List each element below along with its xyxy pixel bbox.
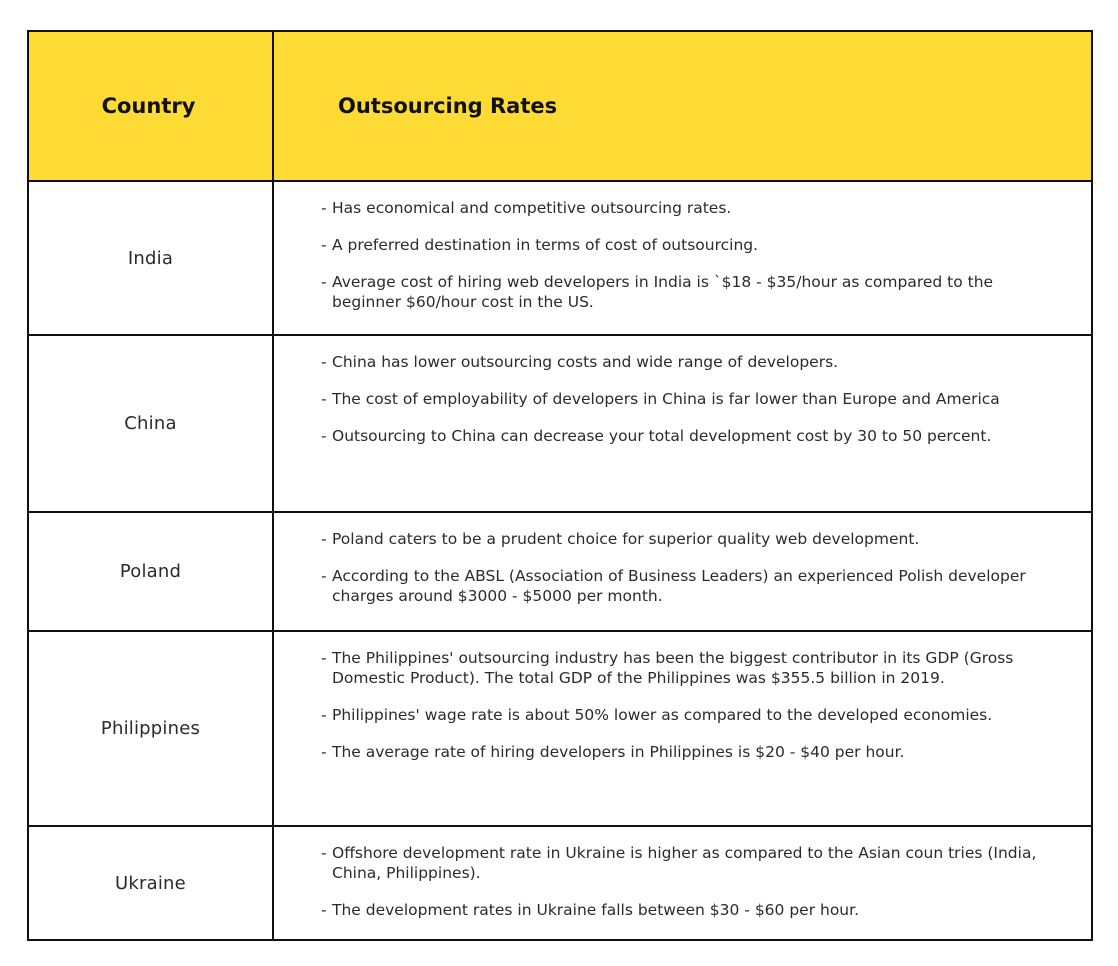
list-item: - Average cost of hiring web developers in India is `$18 - $35/hour as compared to the beginner $60/hour cost in the US. xyxy=(321,272,1051,312)
list-item: - Has economical and competitive outsourcing rates. xyxy=(321,198,1051,218)
outsourcing-rates-column-header: Outsourcing Rates xyxy=(273,31,1092,181)
list-item: - The Philippines' outsourcing industry has been the biggest contributor in its GDP (Gross Domestic Product). The total GDP of the Philippines was $355.5 billion in 2019. xyxy=(321,648,1051,688)
rates-list xyxy=(321,843,1051,920)
table-row xyxy=(28,826,1092,940)
table-row xyxy=(28,512,1092,631)
list-item: - The average rate of hiring developers in Philippines is $20 - $40 per hour. xyxy=(321,742,1051,762)
table-row xyxy=(28,181,1092,335)
country-cell: Poland xyxy=(28,512,273,631)
country-cell: China xyxy=(28,335,273,512)
country-cell: Philippines xyxy=(28,631,273,826)
header-row xyxy=(28,31,1092,181)
rates-list xyxy=(321,529,1051,606)
rates-list xyxy=(321,352,1051,446)
list-item: - Poland caters to be a prudent choice for superior quality web development. xyxy=(321,529,1051,549)
list-item: - The cost of employability of developers in China is far lower than Europe and America xyxy=(321,389,1051,409)
list-item: - The development rates in Ukraine falls between $30 - $60 per hour. xyxy=(321,900,1051,920)
list-item: - Offshore development rate in Ukraine is higher as compared to the Asian coun tries (India, China, Philippines). xyxy=(321,843,1051,883)
country-cell: Ukraine xyxy=(28,826,273,940)
rates-list xyxy=(321,648,1051,762)
rates-cell xyxy=(273,512,1092,631)
outsourcing-rates-table xyxy=(27,30,1093,941)
table-row xyxy=(28,631,1092,826)
list-item: - China has lower outsourcing costs and wide range of developers. xyxy=(321,352,1051,372)
list-item: - A preferred destination in terms of cost of outsourcing. xyxy=(321,235,1051,255)
list-item: - Philippines' wage rate is about 50% lower as compared to the developed economies. xyxy=(321,705,1051,725)
rates-list xyxy=(321,198,1051,312)
list-item: - Outsourcing to China can decrease your total development cost by 30 to 50 percent. xyxy=(321,426,1051,446)
list-item: - According to the ABSL (Association of Business Leaders) an experienced Polish developer charges around $3000 - $5000 per month. xyxy=(321,566,1051,606)
country-column-header: Country xyxy=(28,31,273,181)
country-cell: India xyxy=(28,181,273,335)
rates-cell xyxy=(273,826,1092,940)
rates-cell xyxy=(273,631,1092,826)
rates-cell xyxy=(273,335,1092,512)
rates-cell xyxy=(273,181,1092,335)
table-row xyxy=(28,335,1092,512)
